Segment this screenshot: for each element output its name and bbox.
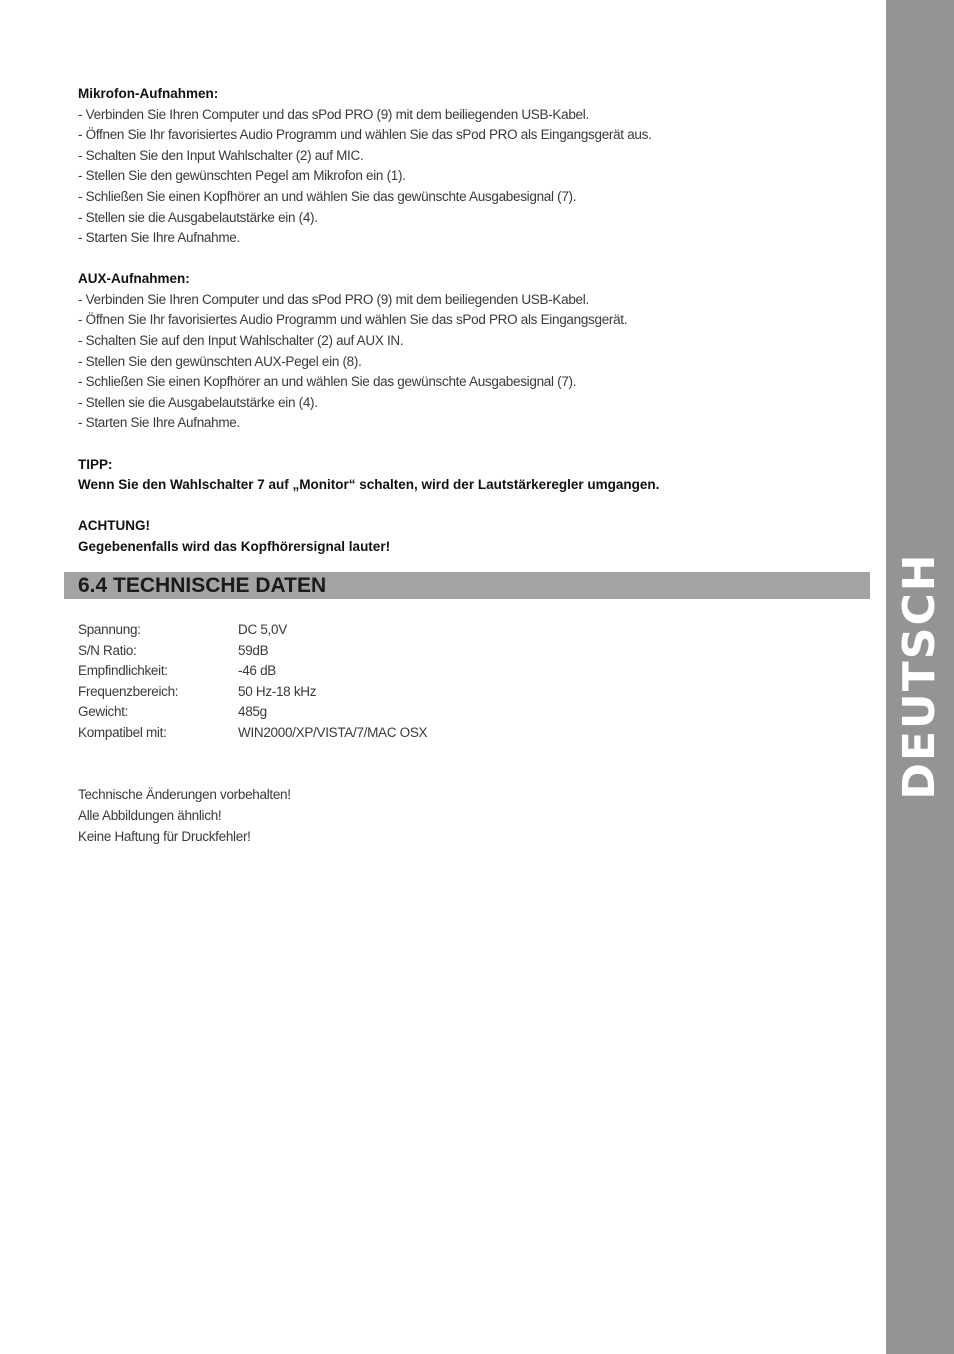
spec-label: Gewicht: xyxy=(78,704,129,720)
aux-step: - Starten Sie Ihre Aufnahme. xyxy=(78,415,240,431)
spec-row xyxy=(78,702,427,723)
spec-row xyxy=(78,620,427,641)
spec-value: -46 dB xyxy=(238,663,276,679)
disclaimer-line: Keine Haftung für Druckfehler! xyxy=(78,828,251,844)
aux-step: - Öffnen Sie Ihr favorisiertes Audio Programm und wählen Sie das sPod PRO als Eingangsgerät. xyxy=(78,312,628,328)
spec-value: 50 Hz-18 kHz xyxy=(238,683,317,699)
warning-section xyxy=(78,516,870,557)
aux-step: - Stellen sie die Ausgabelautstärke ein (4). xyxy=(78,394,318,410)
aux-step: - Schließen Sie einen Kopfhörer an und wählen Sie das gewünschte Ausgabesignal (7). xyxy=(78,374,577,390)
mic-step: - Stellen sie die Ausgabelautstärke ein (4). xyxy=(78,209,318,225)
mic-step: - Schalten Sie den Input Wahlschalter (2) auf MIC. xyxy=(78,147,364,163)
spec-value: 59dB xyxy=(238,642,269,658)
warning-text: Gegebenenfalls wird das Kopfhörersignal lauter! xyxy=(78,538,391,554)
aux-recording-heading: AUX-Aufnahmen: xyxy=(78,271,190,287)
spec-row xyxy=(78,661,427,682)
mic-step: - Verbinden Sie Ihren Computer und das sPod PRO (9) mit dem beiliegenden USB-Kabel. xyxy=(78,106,589,122)
spec-value: DC 5,0V xyxy=(238,622,287,637)
disclaimer-line: Alle Abbildungen ähnlich! xyxy=(78,807,222,823)
spec-label: Spannung: xyxy=(78,622,141,637)
mic-recording-section xyxy=(78,84,870,249)
spec-label: Empfindlichkeit: xyxy=(78,663,168,679)
instructions xyxy=(78,84,870,578)
mic-step: - Schließen Sie einen Kopfhörer an und wählen Sie das gewünschte Ausgabesignal (7). xyxy=(78,188,577,204)
warning-heading: ACHTUNG! xyxy=(78,518,150,534)
spec-value: WIN2000/XP/VISTA/7/MAC OSX xyxy=(238,724,428,740)
disclaimer-line: Technische Änderungen vorbehalten! xyxy=(78,787,291,802)
spec-label: S/N Ratio: xyxy=(78,642,137,658)
disclaimer-notes xyxy=(78,785,291,848)
mic-step: - Öffnen Sie Ihr favorisiertes Audio Programm und wählen Sie das sPod PRO als Eingangsgerät aus. xyxy=(78,127,652,143)
tip-section xyxy=(78,455,870,496)
aux-step: - Verbinden Sie Ihren Computer und das sPod PRO (9) mit dem beiliegenden USB-Kabel. xyxy=(78,291,589,307)
spec-row xyxy=(78,641,427,662)
tip-text: Wenn Sie den Wahlschalter 7 auf „Monitor“ schalten, wird der Lautstärkeregler umgangen. xyxy=(78,477,660,493)
mic-recording-heading: Mikrofon-Aufnahmen: xyxy=(78,86,219,101)
mic-step: - Starten Sie Ihre Aufnahme. xyxy=(78,230,240,246)
spec-label: Kompatibel mit: xyxy=(78,724,167,740)
aux-step: - Stellen Sie den gewünschten AUX-Pegel ein (8). xyxy=(78,353,362,369)
section-title: 6.4 TECHNISCHE DATEN xyxy=(78,574,327,597)
spec-row xyxy=(78,723,427,744)
mic-step: - Stellen Sie den gewünschten Pegel am Mikrofon ein (1). xyxy=(78,168,406,184)
aux-step: - Schalten Sie auf den Input Wahlschalter (2) auf AUX IN. xyxy=(78,333,404,349)
specs-table xyxy=(78,620,427,744)
aux-recording-section xyxy=(78,269,870,434)
spec-value: 485g xyxy=(238,704,267,720)
section-header-bar xyxy=(64,572,870,599)
spec-row xyxy=(78,682,427,703)
tip-heading: TIPP: xyxy=(78,456,113,472)
language-label: DEUTSCH xyxy=(894,552,945,800)
spec-label: Frequenzbereich: xyxy=(78,683,179,699)
